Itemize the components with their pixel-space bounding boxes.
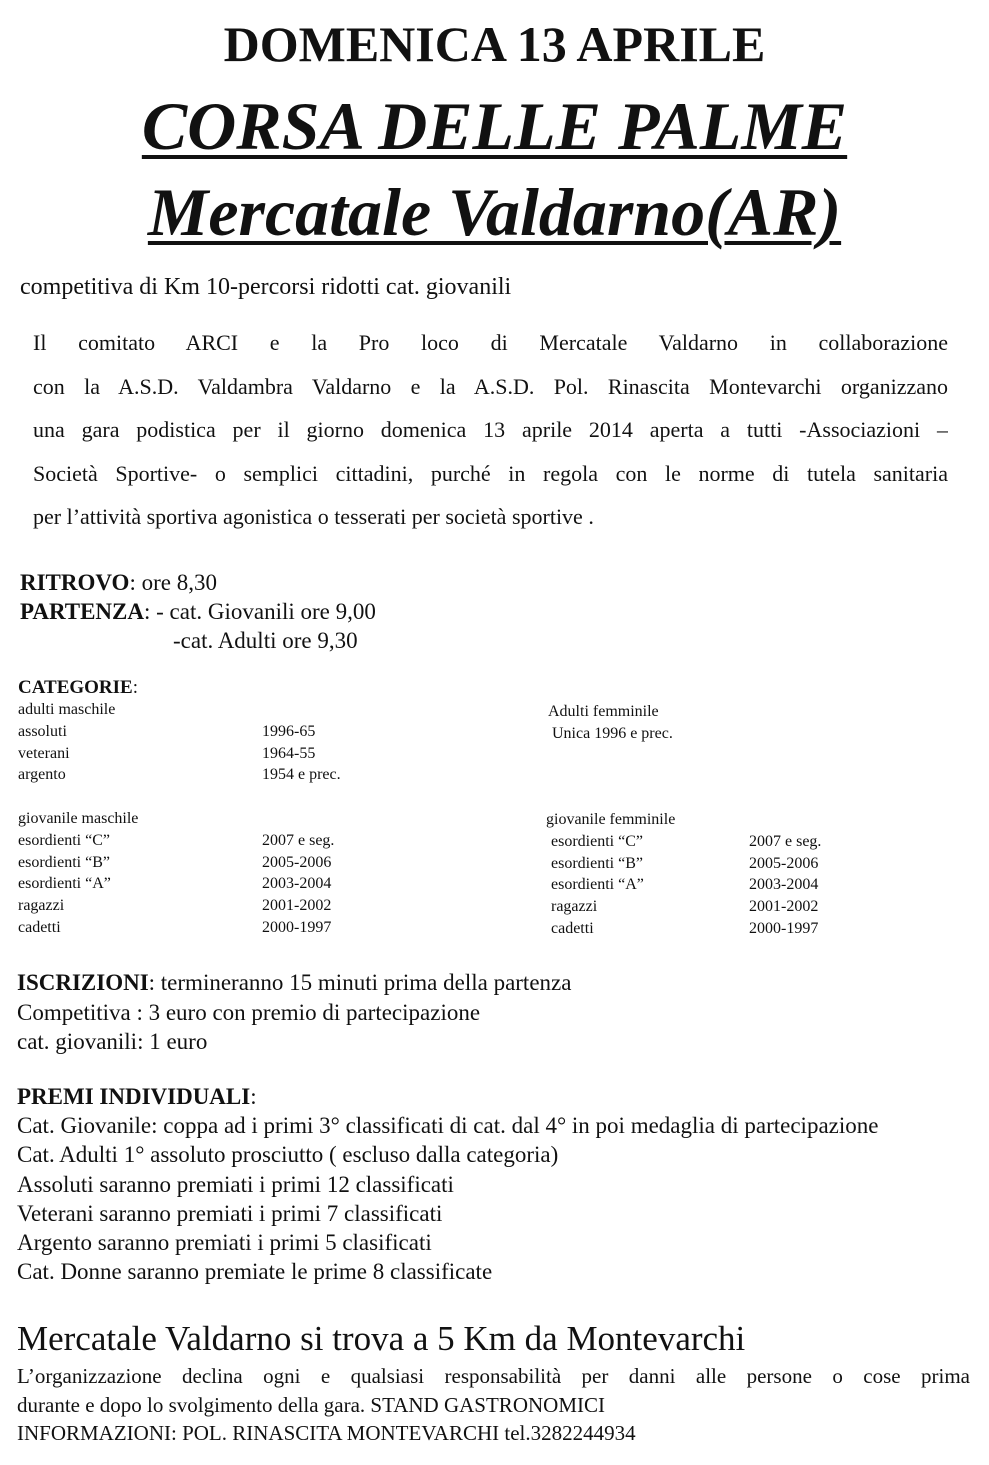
intro-line: Società Sportive- o semplici cittadini, purché in regola con le norme di tutela sanitaria — [33, 460, 948, 486]
category-years: 2001-2002 — [262, 897, 332, 915]
premi-line: Veterani saranno premiati i primi 7 classificati — [17, 1200, 443, 1226]
table-row — [18, 743, 498, 765]
intro-line: con la A.S.D. Valdambra Valdarno e la A.S.D. Pol. Rinascita Montevarchi organizzano — [33, 373, 948, 399]
adult-female-table — [548, 701, 948, 745]
premi-section — [17, 1082, 878, 1286]
category-years: 1964-55 — [262, 744, 316, 762]
adult-female-title: Adulti femminile — [548, 703, 659, 720]
premi-line: Cat. Giovanile: coppa ad i primi 3° classificati di cat. dal 4° in poi medaglia di partecipazione — [17, 1113, 879, 1139]
categories-heading-colon: : — [132, 677, 139, 698]
premi-line: Cat. Adulti 1° assoluto prosciutto ( escluso dalla categoria) — [17, 1142, 559, 1168]
partenza-line — [20, 597, 376, 626]
intro-paragraph — [33, 321, 948, 539]
disclaimer-line: L’organizzazione declina ogni e qualsiasi responsabilità per danni alle persone o cose prima — [17, 1364, 970, 1388]
category-years: 2003-2004 — [749, 876, 819, 894]
category-years: 1996-65 — [262, 722, 316, 740]
table-row — [18, 895, 498, 917]
category-name: ragazzi — [551, 898, 598, 916]
iscrizioni-line-2: Competitiva : 3 euro con premio di partecipazione — [17, 999, 481, 1025]
category-years: 2005-2006 — [749, 854, 819, 872]
table-title-row — [18, 808, 498, 830]
event-place-text: Mercatale Valdarno(AR) — [147, 174, 842, 250]
premi-heading — [17, 1082, 878, 1111]
table-row — [18, 917, 498, 939]
category-years: 2003-2004 — [262, 875, 332, 893]
adult-male-table — [18, 699, 498, 786]
premi-label: PREMI INDIVIDUALI — [17, 1084, 251, 1109]
category-name: ragazzi — [18, 897, 65, 915]
intro-line: per l’attività sportiva agonistica o tesserati per società sportive . — [33, 504, 594, 529]
table-row — [18, 721, 498, 743]
youth-male-title: giovanile maschile — [18, 810, 139, 827]
category-name: esordienti “B” — [551, 854, 643, 872]
premi-line: Assoluti saranno premiati i primi 12 classificati — [17, 1171, 454, 1197]
category-name: cadetti — [551, 919, 594, 937]
iscrizioni-line-1 — [17, 968, 571, 998]
category-name: esordienti “B” — [18, 853, 110, 871]
event-title-text: CORSA DELLE PALME — [141, 88, 848, 164]
table-row — [546, 831, 966, 853]
ritrovo-line — [20, 568, 217, 597]
categories-heading — [18, 677, 138, 699]
category-name: argento — [18, 766, 66, 784]
category-years: 2005-2006 — [262, 853, 332, 871]
partenza-value: : - cat. Giovanili ore 9,00 — [144, 599, 376, 624]
table-row — [18, 852, 498, 874]
location-note: Mercatale Valdarno si trova a 5 Km da Montevarchi — [17, 1319, 746, 1358]
category-years: 1954 e prec. — [262, 766, 341, 784]
footer-text — [17, 1362, 970, 1448]
table-row — [18, 830, 498, 852]
adult-male-title: adulti maschile — [18, 701, 116, 718]
category-name: cadetti — [18, 918, 61, 936]
event-place — [0, 172, 989, 252]
category-name: esordienti “C” — [551, 832, 643, 850]
youth-female-table — [546, 809, 966, 940]
category-name: Unica 1996 e prec. — [552, 724, 673, 742]
categories-heading-text: CATEGORIE — [18, 677, 133, 698]
category-name: esordienti “C” — [18, 831, 110, 849]
table-row — [546, 874, 966, 896]
category-name: veterani — [18, 744, 70, 762]
premi-line: Argento saranno premiati i primi 5 clasificati — [17, 1230, 432, 1256]
table-title-row — [546, 809, 966, 831]
table-row — [546, 853, 966, 875]
partenza-line-2: -cat. Adulti ore 9,30 — [173, 628, 358, 653]
table-title-row — [18, 699, 498, 721]
table-row — [546, 918, 966, 940]
category-name: esordienti “A” — [551, 876, 644, 894]
iscrizioni-label: ISCRIZIONI — [17, 970, 149, 995]
intro-line: una gara podistica per il giorno domenica 13 aprile 2014 aperta a tutti -Associazioni – — [33, 417, 948, 442]
intro-line: Il comitato ARCI e la Pro loco di Mercatale Valdarno in collaborazione — [33, 330, 948, 355]
youth-female-title: giovanile femminile — [546, 811, 676, 828]
event-date: DOMENICA 13 APRILE — [223, 16, 766, 72]
event-subtitle: competitiva di Km 10-percorsi ridotti cat. giovanili — [20, 274, 512, 300]
disclaimer-line-2: durante e dopo lo svolgimento della gara. STAND GASTRONOMICI — [17, 1392, 605, 1417]
table-row — [18, 764, 498, 786]
table-row — [18, 873, 498, 895]
partenza-label: PARTENZA — [20, 599, 144, 624]
category-name: assoluti — [18, 722, 67, 740]
premi-line: Cat. Donne saranno premiate le prime 8 classificate — [17, 1259, 493, 1285]
category-name: esordienti “A” — [18, 875, 111, 893]
category-years: 2007 e seg. — [749, 832, 822, 850]
contact-info: INFORMAZIONI: POL. RINASCITA MONTEVARCHI tel.3282244934 — [17, 1421, 636, 1445]
category-years: 2007 e seg. — [262, 831, 335, 849]
youth-male-table — [18, 808, 498, 939]
premi-colon: : — [250, 1084, 257, 1109]
category-years: 2001-2002 — [749, 898, 819, 916]
ritrovo-value: : ore 8,30 — [129, 570, 217, 595]
ritrovo-label: RITROVO — [20, 570, 130, 595]
event-title — [0, 86, 989, 166]
table-row — [546, 896, 966, 918]
iscrizioni-text: : termineranno 15 minuti prima della partenza — [148, 970, 572, 995]
table-title-row — [548, 701, 948, 723]
iscrizioni-line-3: cat. giovanili: 1 euro — [17, 1029, 208, 1054]
iscrizioni-section — [17, 968, 571, 1057]
category-years: 2000-1997 — [749, 919, 819, 937]
category-years: 2000-1997 — [262, 918, 332, 936]
table-row — [548, 723, 948, 745]
